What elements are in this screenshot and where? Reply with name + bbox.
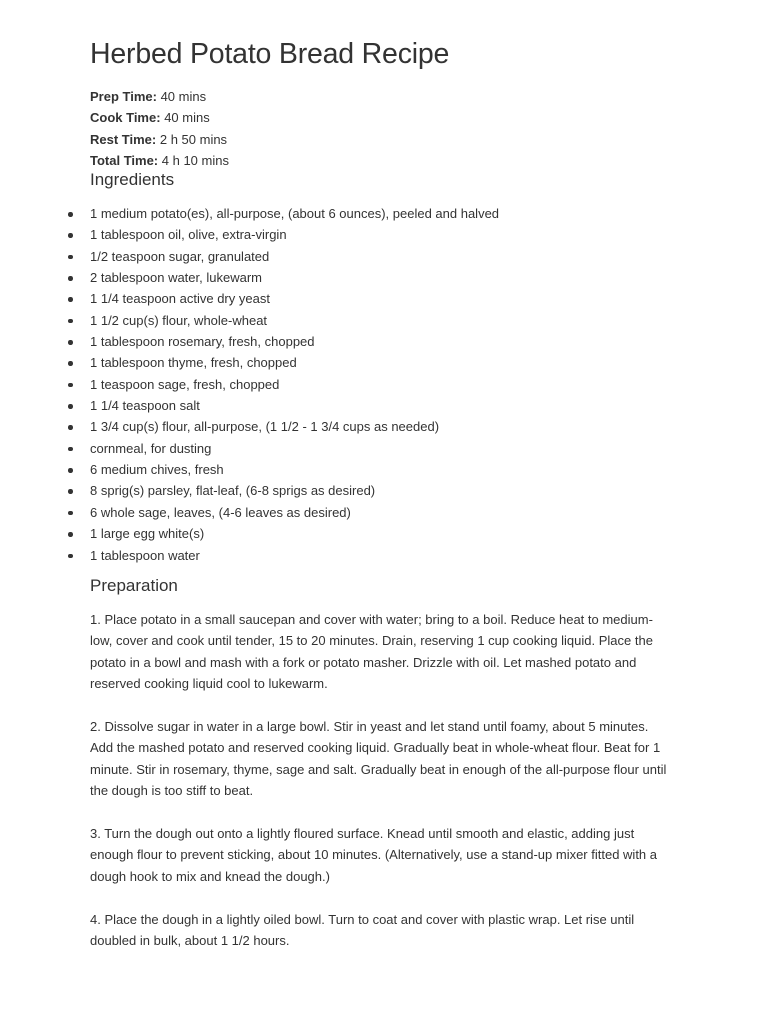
step-line: 4. Place the dough in a lightly oiled bowl. Turn to coat and cover with plastic wrap. Let rise until bbox=[90, 911, 635, 927]
ingredient-item: 1 tablespoon thyme, fresh, chopped bbox=[90, 352, 499, 373]
cook-time-value: 40 mins bbox=[164, 110, 210, 126]
ingredient-item: 1 tablespoon rosemary, fresh, chopped bbox=[90, 331, 499, 352]
total-time bbox=[90, 150, 229, 171]
step-line: reserved cooking liquid cool to lukewarm. bbox=[90, 676, 328, 692]
preparation-step-4 bbox=[90, 909, 690, 952]
step-line: 3. Turn the dough out onto a lightly floured surface. Knead until smooth and elastic, adding just bbox=[90, 826, 635, 842]
ingredient-item: 6 medium chives, fresh bbox=[90, 459, 499, 480]
step-line: enough flour to prevent sticking, about 10 minutes. (Alternatively, use a stand-up mixer fitted with a bbox=[90, 847, 658, 863]
rest-time-label: Rest Time: bbox=[90, 131, 157, 147]
ingredient-item: 1 1/2 cup(s) flour, whole-wheat bbox=[90, 310, 499, 331]
ingredient-item: 1 3/4 cup(s) flour, all-purpose, (1 1/2 - 1 3/4 cups as needed) bbox=[90, 416, 499, 437]
step-line: Add the mashed potato and reserved cooking liquid. Gradually beat in whole-wheat flour. Beat for 1 bbox=[90, 740, 661, 756]
ingredients-list bbox=[90, 203, 499, 566]
ingredient-item: 1/2 teaspoon sugar, granulated bbox=[90, 246, 499, 267]
step-line: 1. Place potato in a small saucepan and cover with water; bring to a boil. Reduce heat to medium- bbox=[90, 612, 653, 627]
ingredient-item: 8 sprig(s) parsley, flat-leaf, (6-8 sprigs as desired) bbox=[90, 480, 499, 501]
step-line: potato in a bowl and mash with a fork or potato masher. Drizzle with oil. Let mashed potato and bbox=[90, 654, 637, 670]
ingredient-item: 1 tablespoon water bbox=[90, 545, 499, 566]
total-time-value: 4 h 10 mins bbox=[161, 153, 229, 169]
ingredient-item: 1 1/4 teaspoon active dry yeast bbox=[90, 288, 499, 309]
prep-time-value: 40 mins bbox=[160, 89, 207, 104]
preparation-step-2 bbox=[90, 716, 690, 802]
preparation-step-1 bbox=[90, 609, 690, 695]
ingredient-item: 1 teaspoon sage, fresh, chopped bbox=[90, 374, 499, 395]
ingredient-item: 1 medium potato(es), all-purpose, (about 6 ounces), peeled and halved bbox=[90, 203, 499, 224]
ingredient-item: 1 1/4 teaspoon salt bbox=[90, 395, 499, 416]
ingredients-heading: Ingredients bbox=[90, 170, 175, 189]
page-title: Herbed Potato Bread Recipe bbox=[90, 38, 450, 70]
step-line: low, cover and cook until tender, 15 to 20 minutes. Drain, reserving 1 cup cooking liquid. Place the bbox=[90, 633, 653, 649]
step-line: 2. Dissolve sugar in water in a large bowl. Stir in yeast and let stand until foamy, about 5 minutes. bbox=[90, 719, 649, 735]
ingredient-item: 1 large egg white(s) bbox=[90, 523, 499, 544]
preparation-step-3 bbox=[90, 823, 690, 887]
step-line: minute. Stir in rosemary, thyme, sage and salt. Gradually beat in enough of the all-purpose flour until bbox=[90, 761, 667, 777]
recipe-times bbox=[90, 86, 229, 172]
step-line: dough hook to mix and knead the dough.) bbox=[90, 868, 330, 884]
preparation-steps bbox=[90, 609, 690, 973]
ingredient-item: 6 whole sage, leaves, (4-6 leaves as desired) bbox=[90, 502, 499, 523]
total-time-label: Total Time: bbox=[90, 153, 159, 169]
step-line: the dough is too stiff to beat. bbox=[90, 783, 254, 799]
ingredient-item: 1 tablespoon oil, olive, extra-virgin bbox=[90, 224, 499, 245]
cook-time bbox=[90, 107, 229, 128]
ingredient-item: cornmeal, for dusting bbox=[90, 438, 499, 459]
rest-time bbox=[90, 129, 229, 150]
step-line: doubled in bulk, about 1 1/2 hours. bbox=[90, 933, 290, 949]
cook-time-label: Cook Time: bbox=[90, 110, 161, 126]
prep-time-label: Prep Time: bbox=[90, 89, 157, 104]
prep-time bbox=[90, 86, 229, 107]
ingredient-item: 2 tablespoon water, lukewarm bbox=[90, 267, 499, 288]
preparation-heading: Preparation bbox=[90, 576, 178, 595]
rest-time-value: 2 h 50 mins bbox=[159, 131, 228, 147]
